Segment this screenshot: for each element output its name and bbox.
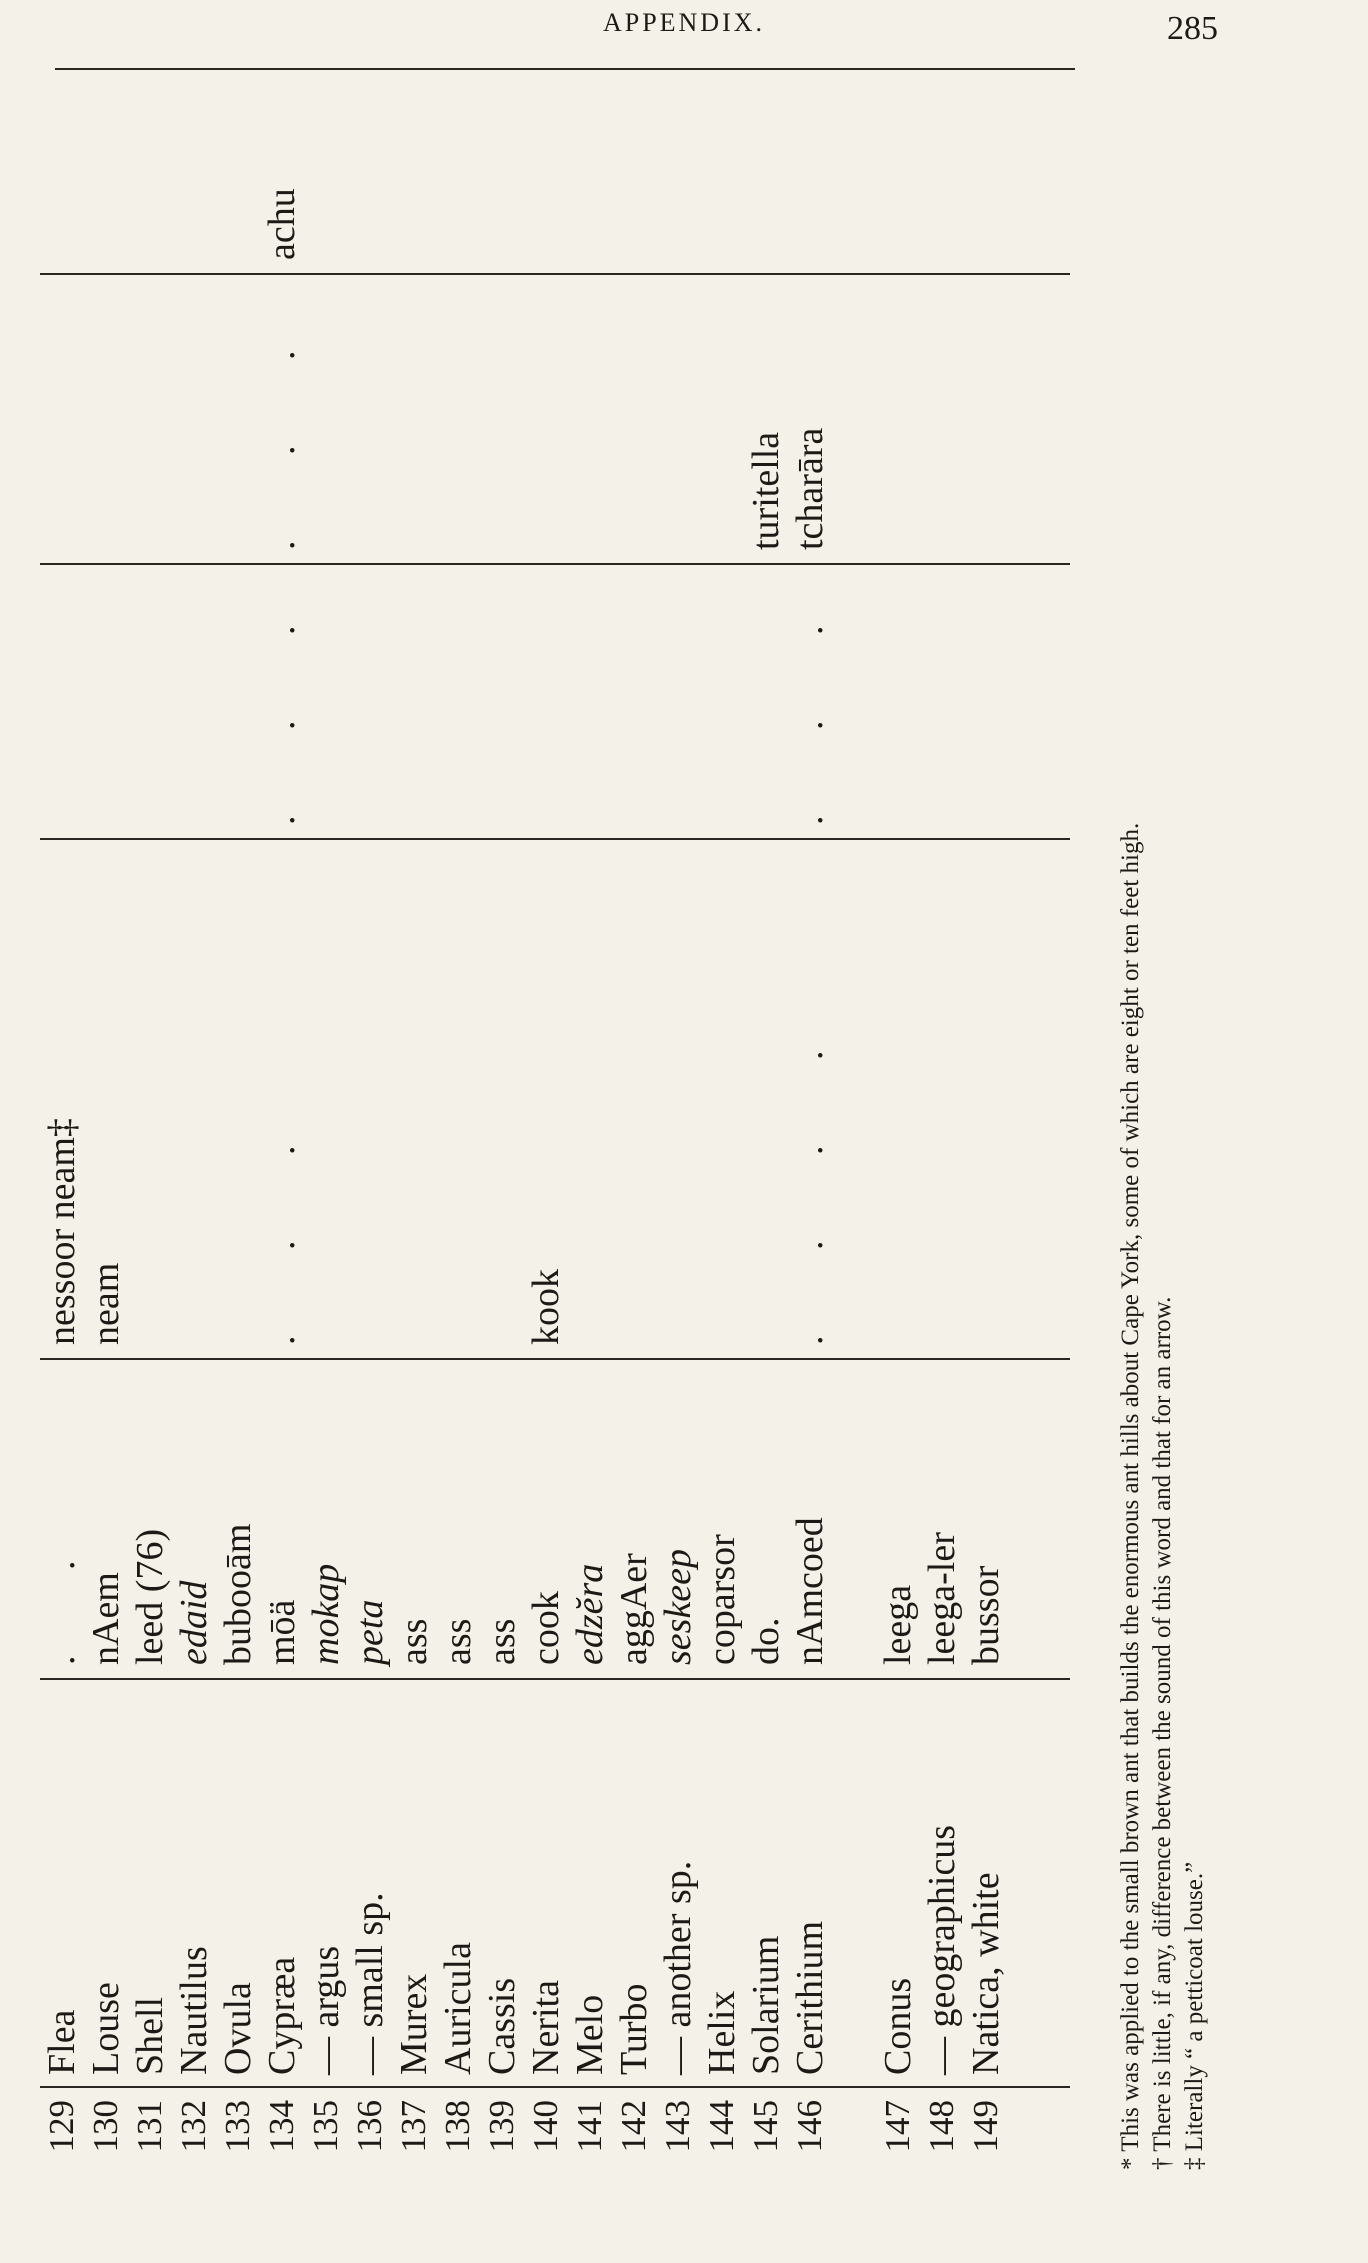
row-term: neam	[85, 1262, 127, 1345]
row-term: seskeep	[657, 1548, 699, 1665]
row-name: Conus	[877, 1977, 919, 2075]
row-number: 137	[394, 2100, 433, 2153]
row-number: 144	[702, 2100, 741, 2153]
row-term	[84, 290, 128, 550]
row-name: Nautilus	[173, 1946, 215, 2075]
row-number: 135	[306, 2100, 345, 2153]
row-term	[436, 855, 480, 1345]
row-term	[304, 855, 348, 1345]
row-gap	[832, 585, 876, 825]
row-term	[612, 585, 656, 825]
row-gap	[832, 1695, 876, 2075]
row-term: kook	[525, 1269, 567, 1345]
row-term	[920, 585, 964, 825]
row-term	[964, 585, 1008, 825]
row-term: mokap	[305, 1563, 347, 1665]
row-term	[392, 60, 436, 260]
row-term: nAem	[85, 1572, 127, 1665]
row-term	[436, 60, 480, 260]
row-name: Murex	[393, 1973, 435, 2075]
row-term	[656, 585, 700, 825]
language-column-2	[40, 855, 1008, 1345]
row-number: 133	[218, 2100, 257, 2153]
row-term	[568, 855, 612, 1345]
row-term	[876, 855, 920, 1345]
row-term	[304, 290, 348, 550]
row-term	[920, 60, 964, 260]
row-term	[40, 585, 84, 825]
row-term	[172, 585, 216, 825]
row-term: turitella	[745, 431, 787, 550]
row-term	[964, 60, 1008, 260]
row-number: 143	[658, 2100, 697, 2153]
row-term	[348, 290, 392, 550]
row-number: 138	[438, 2100, 477, 2153]
row-term	[480, 855, 524, 1345]
row-term	[700, 290, 744, 550]
row-number: 130	[86, 2100, 125, 2153]
row-term	[216, 60, 260, 260]
row-name: Louse	[85, 1982, 127, 2075]
row-term	[788, 60, 832, 260]
row-name: Cerithium	[789, 1920, 831, 2075]
row-name: — argus	[305, 1945, 347, 2075]
row-term: edaid	[173, 1580, 215, 1665]
row-name: — small sp.	[349, 1892, 391, 2075]
row-term	[436, 585, 480, 825]
row-term	[920, 855, 964, 1345]
number-column	[40, 2100, 1008, 2210]
row-number: 146	[790, 2100, 829, 2153]
row-term	[524, 585, 568, 825]
row-number: 147	[878, 2100, 917, 2153]
row-term: ass	[481, 1618, 523, 1665]
vocabulary-table	[40, 60, 1080, 2210]
row-term	[612, 855, 656, 1345]
row-term	[392, 855, 436, 1345]
row-term: mōä	[261, 1599, 303, 1665]
row-term: . . .	[789, 587, 831, 825]
row-term	[216, 585, 260, 825]
row-term: ass	[437, 1618, 479, 1665]
row-term	[480, 585, 524, 825]
row-gap	[832, 290, 876, 550]
language-column-1	[40, 1375, 1008, 1665]
row-name: Natica, white	[965, 1872, 1007, 2075]
row-term	[348, 855, 392, 1345]
footnote-double-dagger: ‡ Literally “ a petticoat louse.”	[1181, 1861, 1208, 2170]
row-term	[656, 855, 700, 1345]
row-term: . . .	[261, 587, 303, 825]
column-divider	[40, 838, 1070, 840]
row-term	[568, 60, 612, 260]
column-divider	[40, 2086, 1070, 2088]
row-name: — another sp.	[657, 1860, 699, 2075]
page-number: 285	[1167, 10, 1218, 47]
row-number: 149	[966, 2100, 1005, 2153]
row-term: achu	[261, 188, 303, 260]
row-term: do.	[745, 1617, 787, 1665]
row-term	[700, 60, 744, 260]
row-term	[524, 60, 568, 260]
row-term: bubooām	[217, 1523, 259, 1665]
row-term: tcharāra	[789, 427, 831, 550]
row-term	[700, 855, 744, 1345]
row-name: Auricula	[437, 1942, 479, 2075]
row-term	[480, 60, 524, 260]
page-header-title: APPENDIX.	[602, 8, 766, 37]
name-column	[40, 1695, 1008, 2075]
row-number: 131	[130, 2100, 169, 2153]
row-name: Cypræa	[261, 1956, 303, 2075]
row-number: 140	[526, 2100, 565, 2153]
row-number: 145	[746, 2100, 785, 2153]
row-term: leed (76)	[129, 1528, 171, 1665]
row-term	[84, 60, 128, 260]
row-term	[216, 290, 260, 550]
row-term: . . .	[261, 1107, 303, 1345]
language-column-5	[40, 60, 1008, 260]
row-term	[172, 60, 216, 260]
row-term	[876, 60, 920, 260]
row-name: Flea	[41, 2009, 83, 2075]
row-name: Nerita	[525, 1980, 567, 2075]
row-number: 129	[42, 2100, 81, 2153]
row-term	[40, 60, 84, 260]
row-term	[964, 290, 1008, 550]
row-name: Shell	[129, 1996, 171, 2075]
language-column-4	[40, 290, 1008, 550]
row-term	[964, 855, 1008, 1345]
row-name: Melo	[569, 1994, 611, 2075]
row-term	[128, 585, 172, 825]
row-term	[216, 855, 260, 1345]
row-term	[656, 60, 700, 260]
column-divider	[40, 1678, 1070, 1680]
row-term	[480, 290, 524, 550]
row-number: 136	[350, 2100, 389, 2153]
row-term: edzĕra	[569, 1563, 611, 1665]
row-gap	[832, 855, 876, 1345]
row-term	[40, 290, 84, 550]
row-term	[304, 60, 348, 260]
row-gap	[832, 1375, 876, 1665]
row-term	[84, 585, 128, 825]
row-term	[876, 585, 920, 825]
row-term: nAmcoed	[789, 1517, 831, 1665]
row-term	[700, 585, 744, 825]
column-divider	[40, 1358, 1070, 1360]
row-term: coparsor	[701, 1534, 743, 1665]
row-term	[348, 585, 392, 825]
row-term	[524, 290, 568, 550]
row-term	[920, 290, 964, 550]
row-term: cook	[525, 1591, 567, 1665]
row-term: . . . .	[789, 1012, 831, 1345]
row-gap	[832, 60, 876, 260]
footnote-star: * This was applied to the small brown ant that builds the enormous ant hills about Cape York, some of which are eight or ten feet high.	[1117, 822, 1144, 2170]
row-term	[304, 585, 348, 825]
row-term	[568, 585, 612, 825]
row-number: 139	[482, 2100, 521, 2153]
row-term: peta	[349, 1599, 391, 1665]
footnote-dagger: † There is little, if any, difference between the sound of this word and that for an arrow.	[1149, 1296, 1176, 2170]
row-number: 148	[922, 2100, 961, 2153]
row-name: Solarium	[745, 1935, 787, 2075]
language-column-3	[40, 585, 1008, 825]
row-term	[568, 290, 612, 550]
row-term	[392, 585, 436, 825]
row-term	[612, 290, 656, 550]
row-term: bussor	[965, 1565, 1007, 1665]
row-term	[612, 60, 656, 260]
row-term	[392, 290, 436, 550]
row-term: leega	[877, 1584, 919, 1665]
row-term: . .	[41, 1522, 83, 1665]
row-name: Ovula	[217, 1982, 259, 2075]
footnotes	[1115, 70, 1211, 2170]
row-term	[656, 290, 700, 550]
row-number: 132	[174, 2100, 213, 2153]
row-term: . . .	[261, 312, 303, 550]
row-term	[172, 290, 216, 550]
column-divider	[40, 273, 1070, 275]
row-name: Cassis	[481, 1977, 523, 2075]
row-name: — geographicus	[921, 1824, 963, 2075]
row-term: ass	[393, 1618, 435, 1665]
row-term	[128, 290, 172, 550]
row-term: leega-ler	[921, 1532, 963, 1665]
row-name: Turbo	[613, 1983, 655, 2075]
row-term	[744, 585, 788, 825]
row-term	[172, 855, 216, 1345]
row-term	[128, 60, 172, 260]
row-number: 141	[570, 2100, 609, 2153]
column-divider	[40, 563, 1070, 565]
row-number: 142	[614, 2100, 653, 2153]
row-term	[876, 290, 920, 550]
row-name: Helix	[701, 1990, 743, 2075]
row-term	[128, 855, 172, 1345]
row-number: 134	[262, 2100, 301, 2153]
row-term: aggAer	[613, 1553, 655, 1665]
row-term	[348, 60, 392, 260]
row-term: nessoor neam‡	[41, 1118, 83, 1345]
row-term	[436, 290, 480, 550]
row-term	[744, 60, 788, 260]
row-gap	[832, 2100, 876, 2210]
row-term	[744, 855, 788, 1345]
